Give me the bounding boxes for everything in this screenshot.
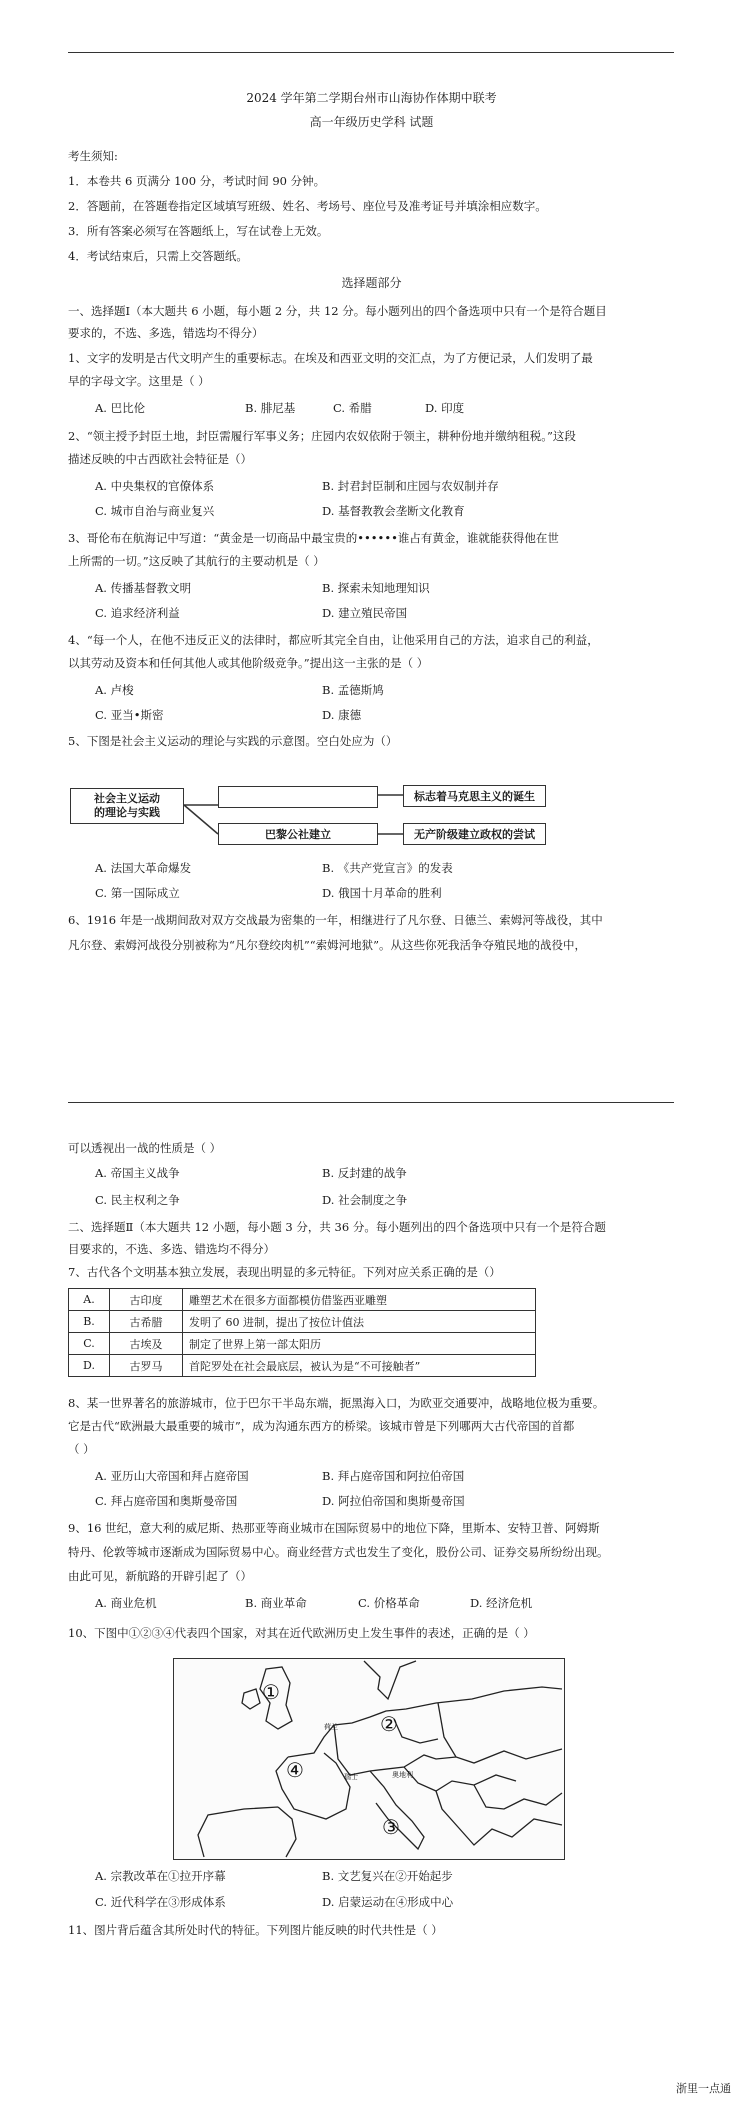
q6-stem: 可以透视出一战的性质是（ ） [68, 1141, 222, 1155]
q3-stem: 3、哥伦布在航海记中写道：“黄金是一切商品中最宝贵的••••••谁占有黄金，谁就能获得他在世 [68, 531, 559, 545]
q1-stem: 1、文字的发明是古代文明产生的重要标志。在埃及和西亚文明的交汇点，为了方便记录，人们发明了最 [68, 351, 593, 365]
q4-option-c[interactable]: C. 亚当•斯密 [95, 708, 164, 722]
q2-option-b[interactable]: B. 封君封臣制和庄园与农奴制并存 [322, 479, 499, 493]
q3-option-d[interactable]: D. 建立殖民帝国 [322, 606, 408, 620]
footer-brand: 浙里一点通 [676, 2082, 731, 2095]
notice-item: 3．所有答案必须写在答题纸上，写在试卷上无效。 [68, 224, 329, 238]
q2-stem: 描述反映的中古西欧社会特征是（） [68, 452, 252, 466]
q6-option-a[interactable]: A. 帝国主义战争 [95, 1166, 180, 1180]
table-row[interactable] [69, 1311, 536, 1333]
q4-option-b[interactable]: B. 孟德斯鸠 [322, 683, 384, 697]
q4-option-d[interactable]: D. 康德 [322, 708, 362, 722]
map-label-1: ① [262, 1680, 280, 1704]
q8-option-c[interactable]: C. 拜占庭帝国和奥斯曼帝国 [95, 1494, 238, 1508]
q2-stem: 2、“领主授予封臣土地，封臣需履行军事义务；庄园内农奴依附于领主，耕种份地并缴纳租税。”这段 [68, 429, 576, 443]
q9-option-c[interactable]: C. 价格革命 [358, 1596, 420, 1610]
map-label-netherlands: 荷兰 [324, 1723, 338, 1731]
map-label-4: ④ [286, 1758, 304, 1782]
table-row[interactable] [69, 1333, 536, 1355]
q10-stem: 10、下图中①②③④代表四个国家，对其在近代欧洲历史上发生事件的表述，正确的是（ ） [68, 1626, 535, 1640]
q3-option-a[interactable]: A. 传播基督教文明 [95, 581, 192, 595]
q10-option-a[interactable]: A. 宗教改革在①拉开序幕 [95, 1869, 226, 1883]
europe-map [173, 1658, 565, 1860]
page-break-rule [68, 1102, 674, 1103]
q5-root-box [70, 788, 184, 824]
q10-option-c[interactable]: C. 近代科学在③形成体系 [95, 1895, 226, 1909]
q9-stem: 9、16 世纪，意大利的威尼斯、热那亚等商业城市在国际贸易中的地位下降，里斯本、安特卫普、阿姆斯 [68, 1521, 600, 1535]
q5-marxism-box [403, 785, 546, 807]
q6-option-c[interactable]: C. 民主权利之争 [95, 1193, 180, 1207]
europe-map-outline [174, 1659, 564, 1859]
q4-option-a[interactable]: A. 卢梭 [95, 683, 134, 697]
q1-option-d[interactable]: D. 印度 [425, 401, 465, 415]
q5-option-c[interactable]: C. 第一国际成立 [95, 886, 180, 900]
q7-desc: 制定了世界上第一部太阳历 [183, 1333, 536, 1355]
q5-root-label: 社会主义运动 [94, 792, 160, 805]
q5-proletariat-label: 无产阶级建立政权的尝试 [414, 828, 535, 841]
q7-desc: 雕塑艺术在很多方面都模仿借鉴西亚雕塑 [183, 1289, 536, 1311]
q8-option-d[interactable]: D. 阿拉伯帝国和奥斯曼帝国 [322, 1494, 465, 1508]
part1-instructions: 一、选择题Ⅰ（本大题共 6 小题，每小题 2 分，共 12 分。每小题列出的四个备选项中只有一个是符合题目 [68, 304, 607, 318]
q7-opt: D. [69, 1355, 110, 1377]
q7-civ: 古印度 [110, 1289, 183, 1311]
q7-desc: 首陀罗处在社会最底层，被认为是“不可接触者” [183, 1355, 536, 1377]
q7-table [68, 1288, 536, 1377]
q7-civ: 古埃及 [110, 1333, 183, 1355]
part2-instructions: 二、选择题Ⅱ（本大题共 12 小题，每小题 3 分，共 36 分。每小题列出的四个备选项中只有一个是符合题 [68, 1220, 606, 1234]
q10-option-d[interactable]: D. 启蒙运动在④形成中心 [322, 1895, 454, 1909]
part2-instructions: 目要求的，不选、多选、错选均不得分） [68, 1242, 275, 1256]
q5-paris-commune-label: 巴黎公社建立 [265, 828, 331, 841]
q6-option-b[interactable]: B. 反封建的战争 [322, 1166, 407, 1180]
q8-stem: 8、某一世界著名的旅游城市，位于巴尔干半岛东端，扼黑海入口，为欧亚交通要冲，战略地位极为重要。 [68, 1396, 605, 1410]
q4-stem: 以其劳动及资本和任何其他人或其他阶级竞争。”提出这一主张的是（ ） [68, 656, 429, 670]
q2-option-a[interactable]: A. 中央集权的官僚体系 [95, 479, 215, 493]
table-row[interactable] [69, 1355, 536, 1377]
q2-option-d[interactable]: D. 基督教教会垄断文化教育 [322, 504, 465, 518]
q9-option-d[interactable]: D. 经济危机 [470, 1596, 533, 1610]
q4-stem: 4、“每一个人，在他不违反正义的法律时，都应听其完全自由，让他采用自己的方法，追求自己的利益， [68, 633, 599, 647]
q2-option-c[interactable]: C. 城市自治与商业复兴 [95, 504, 215, 518]
q7-stem: 7、古代各个文明基本独立发展，表现出明显的多元特征。下列对应关系正确的是（） [68, 1265, 501, 1279]
notice-item: 2．答题前，在答题卷指定区域填写班级、姓名、考场号、座位号及准考证号并填涂相应数字。 [68, 199, 547, 213]
q3-option-b[interactable]: B. 探索未知地理知识 [322, 581, 430, 595]
q7-opt: B. [69, 1311, 110, 1333]
notice-item: 4．考试结束后，只需上交答题纸。 [68, 249, 248, 263]
q5-proletariat-box [403, 823, 546, 845]
q6-stem: 6、1916 年是一战期间敌对双方交战最为密集的一年，相继进行了凡尔登、日德兰、索姆河等战役，其中 [68, 913, 603, 927]
q9-option-a[interactable]: A. 商业危机 [95, 1596, 157, 1610]
q5-option-b[interactable]: B. 《共产党宣言》的发表 [322, 861, 453, 875]
map-label-austria: 奥地利 [392, 1771, 413, 1779]
q6-option-d[interactable]: D. 社会制度之争 [322, 1193, 408, 1207]
section-title: 选择题部分 [341, 276, 402, 290]
q6-stem: 凡尔登、索姆河战役分别被称为“凡尔登绞肉机”“索姆河地狱”。从这些你死我活争夺殖民地的战役中， [68, 938, 587, 952]
exam-subtitle: 高一年级历史学科 试题 [309, 115, 434, 129]
q5-blank-box[interactable] [218, 786, 378, 808]
q9-option-b[interactable]: B. 商业革命 [245, 1596, 307, 1610]
map-label-3: ③ [382, 1815, 400, 1839]
top-rule [68, 52, 674, 53]
q3-stem: 上所需的一切。”这反映了其航行的主要动机是（ ） [68, 554, 325, 568]
map-label-switzerland: 瑞士 [344, 1773, 358, 1781]
q7-civ: 古罗马 [110, 1355, 183, 1377]
q7-opt: A. [69, 1289, 110, 1311]
q8-option-b[interactable]: B. 拜占庭帝国和阿拉伯帝国 [322, 1469, 465, 1483]
q8-stem: 它是古代“欧洲最大最重要的城市”，成为沟通东西方的桥梁。该城市曾是下列哪两大古代帝国的首都 [68, 1419, 575, 1433]
q1-stem: 早的字母文字。这里是（ ） [68, 374, 210, 388]
q11-stem: 11、图片背后蕴含其所处时代的特征。下列图片能反映的时代共性是（ ） [68, 1923, 443, 1937]
q5-marxism-label: 标志着马克思主义的诞生 [414, 790, 535, 803]
q3-option-c[interactable]: C. 追求经济利益 [95, 606, 180, 620]
q1-option-a[interactable]: A. 巴比伦 [95, 401, 146, 415]
notice-item: 1．本卷共 6 页满分 100 分，考试时间 90 分钟。 [68, 174, 326, 188]
part1-instructions: 要求的，不选、多选，错选均不得分） [68, 326, 264, 340]
q8-stem: （ ） [68, 1442, 95, 1456]
q5-option-d[interactable]: D. 俄国十月革命的胜利 [322, 886, 442, 900]
exam-title: 2024 学年第二学期台州市山海协作体期中联考 [246, 91, 497, 105]
q5-stem: 5、下图是社会主义运动的理论与实践的示意图。空白处应为（） [68, 734, 398, 748]
q9-stem: 由此可见，新航路的开辟引起了（） [68, 1569, 252, 1583]
q7-civ: 古希腊 [110, 1311, 183, 1333]
q8-option-a[interactable]: A. 亚历山大帝国和拜占庭帝国 [95, 1469, 249, 1483]
table-row[interactable] [69, 1289, 536, 1311]
q7-opt: C. [69, 1333, 110, 1355]
q9-stem: 特丹、伦敦等城市逐渐成为国际贸易中心。商业经营方式也发生了变化，股份公司、证券交易所纷纷出现。 [68, 1545, 609, 1559]
map-label-2: ② [380, 1712, 398, 1736]
q7-desc: 发明了 60 进制，提出了按位计值法 [183, 1311, 536, 1333]
q5-option-a[interactable]: A. 法国大革命爆发 [95, 861, 192, 875]
q10-option-b[interactable]: B. 文艺复兴在②开始起步 [322, 1869, 453, 1883]
notice-heading: 考生须知: [68, 149, 118, 163]
q5-root-label: 的理论与实践 [94, 806, 160, 819]
q1-option-b[interactable]: B. 腓尼基 [245, 401, 296, 415]
q1-option-c[interactable]: C. 希腊 [333, 401, 372, 415]
q5-paris-commune-box [218, 823, 378, 845]
